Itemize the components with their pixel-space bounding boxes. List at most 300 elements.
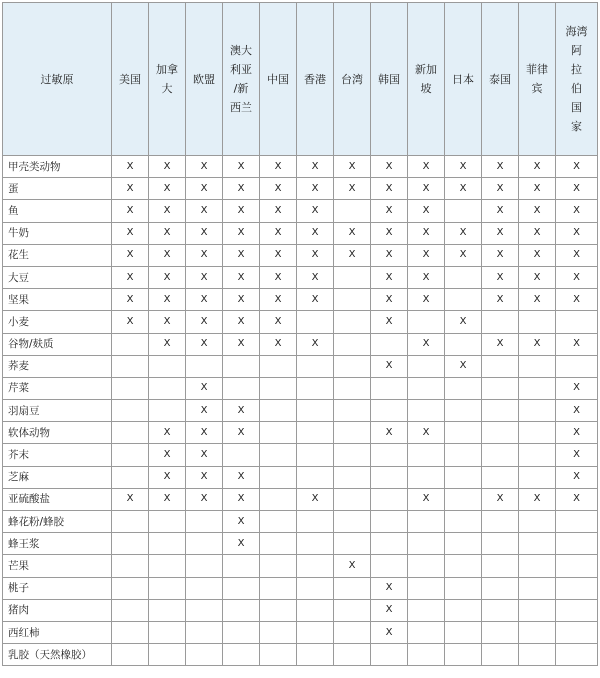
regulation-mark: X xyxy=(371,355,408,377)
table-row xyxy=(3,621,598,643)
regulation-mark xyxy=(260,533,297,555)
regulation-mark xyxy=(408,377,445,399)
allergen-name: 亚硫酸盐 xyxy=(3,488,112,510)
regulation-mark xyxy=(408,533,445,555)
regulation-mark: X xyxy=(297,488,334,510)
allergen-name: 芹菜 xyxy=(3,377,112,399)
regulation-mark xyxy=(186,599,223,621)
allergen-name: 蛋 xyxy=(3,178,112,200)
regulation-mark: X xyxy=(186,377,223,399)
table-row xyxy=(3,533,598,555)
allergen-name: 乳胶（天然橡胶） xyxy=(3,644,112,666)
allergen-name: 猪肉 xyxy=(3,599,112,621)
table-row xyxy=(3,178,598,200)
region-column-header xyxy=(297,3,334,156)
allergen-table-wrapper xyxy=(2,2,598,666)
regulation-mark xyxy=(334,266,371,288)
regulation-mark xyxy=(297,621,334,643)
regulation-mark: X xyxy=(112,289,149,311)
regulation-mark xyxy=(519,555,556,577)
regulation-mark: X xyxy=(223,533,260,555)
regulation-mark: X xyxy=(149,200,186,222)
regulation-mark xyxy=(371,377,408,399)
allergen-name: 芝麻 xyxy=(3,466,112,488)
regulation-mark: X xyxy=(260,266,297,288)
regulation-mark xyxy=(482,599,519,621)
regulation-mark: X xyxy=(223,422,260,444)
regulation-mark: X xyxy=(445,244,482,266)
regulation-mark: X xyxy=(223,311,260,333)
region-label: 美国 xyxy=(119,72,141,86)
regulation-mark: X xyxy=(408,488,445,510)
regulation-mark: X xyxy=(408,289,445,311)
regulation-mark xyxy=(445,511,482,533)
regulation-mark xyxy=(112,466,149,488)
table-row xyxy=(3,577,598,599)
regulation-mark xyxy=(112,644,149,666)
regulation-mark xyxy=(482,355,519,377)
regulation-mark xyxy=(223,621,260,643)
regulation-mark: X xyxy=(371,577,408,599)
regulation-mark xyxy=(260,511,297,533)
regulation-mark: X xyxy=(112,488,149,510)
regulation-mark xyxy=(297,355,334,377)
regulation-mark xyxy=(112,577,149,599)
regulation-mark xyxy=(519,444,556,466)
regulation-mark: X xyxy=(186,178,223,200)
regulation-mark: X xyxy=(149,178,186,200)
regulation-mark: X xyxy=(260,311,297,333)
regulation-mark xyxy=(297,444,334,466)
regulation-mark xyxy=(297,377,334,399)
table-row xyxy=(3,222,598,244)
regulation-mark: X xyxy=(223,200,260,222)
allergen-name: 羽扇豆 xyxy=(3,400,112,422)
regulation-mark xyxy=(408,311,445,333)
regulation-mark: X xyxy=(186,244,223,266)
table-row xyxy=(3,355,598,377)
table-row xyxy=(3,488,598,510)
regulation-mark xyxy=(445,644,482,666)
regulation-mark xyxy=(519,377,556,399)
regulation-mark xyxy=(112,377,149,399)
regulation-mark xyxy=(334,333,371,355)
regulation-mark: X xyxy=(112,156,149,178)
table-row xyxy=(3,156,598,178)
regulation-mark xyxy=(519,577,556,599)
regulation-mark xyxy=(445,577,482,599)
table-row xyxy=(3,266,598,288)
regulation-mark xyxy=(445,289,482,311)
regulation-mark: X xyxy=(297,244,334,266)
table-row xyxy=(3,555,598,577)
regulation-mark xyxy=(149,355,186,377)
regulation-mark: X xyxy=(297,333,334,355)
regulation-mark: X xyxy=(223,400,260,422)
regulation-mark xyxy=(482,621,519,643)
regulation-mark: X xyxy=(223,156,260,178)
regulation-mark: X xyxy=(482,156,519,178)
region-column-header xyxy=(556,3,598,156)
regulation-mark: X xyxy=(223,222,260,244)
regulation-mark xyxy=(556,355,598,377)
regulation-mark xyxy=(408,621,445,643)
table-row xyxy=(3,422,598,444)
regulation-mark xyxy=(519,400,556,422)
region-label: 加拿 大 xyxy=(156,63,178,95)
regulation-mark: X xyxy=(556,200,598,222)
regulation-mark xyxy=(445,621,482,643)
regulation-mark xyxy=(223,444,260,466)
regulation-mark: X xyxy=(186,444,223,466)
regulation-mark: X xyxy=(408,333,445,355)
regulation-mark: X xyxy=(112,311,149,333)
regulation-mark: X xyxy=(334,555,371,577)
regulation-mark: X xyxy=(223,289,260,311)
regulation-mark xyxy=(297,644,334,666)
regulation-mark: X xyxy=(408,266,445,288)
regulation-mark xyxy=(482,577,519,599)
regulation-mark: X xyxy=(556,333,598,355)
regulation-mark xyxy=(149,621,186,643)
regulation-mark xyxy=(297,533,334,555)
table-row xyxy=(3,244,598,266)
region-label: 中国 xyxy=(267,72,289,86)
allergen-header-label: 过敏原 xyxy=(40,72,74,86)
regulation-mark: X xyxy=(112,222,149,244)
regulation-mark: X xyxy=(371,289,408,311)
regulation-mark xyxy=(482,422,519,444)
regulation-mark xyxy=(371,511,408,533)
regulation-mark xyxy=(297,511,334,533)
regulation-mark xyxy=(112,355,149,377)
regulation-mark: X xyxy=(149,311,186,333)
regulation-mark xyxy=(334,599,371,621)
regulation-mark xyxy=(482,511,519,533)
regulation-mark: X xyxy=(223,466,260,488)
regulation-mark: X xyxy=(149,444,186,466)
regulation-mark xyxy=(519,355,556,377)
allergen-name: 谷物/麸质 xyxy=(3,333,112,355)
regulation-mark xyxy=(408,444,445,466)
regulation-mark xyxy=(519,533,556,555)
allergen-name: 蜂花粉/蜂胶 xyxy=(3,511,112,533)
regulation-mark xyxy=(260,621,297,643)
table-row xyxy=(3,311,598,333)
regulation-mark xyxy=(445,444,482,466)
regulation-mark xyxy=(186,577,223,599)
regulation-mark xyxy=(260,400,297,422)
regulation-mark: X xyxy=(112,266,149,288)
table-row xyxy=(3,377,598,399)
allergen-name: 鱼 xyxy=(3,200,112,222)
regulation-mark xyxy=(186,621,223,643)
regulation-mark xyxy=(556,533,598,555)
regulation-mark xyxy=(260,488,297,510)
regulation-mark: X xyxy=(556,222,598,244)
regulation-mark: X xyxy=(186,222,223,244)
regulation-mark xyxy=(371,444,408,466)
regulation-mark: X xyxy=(297,156,334,178)
regulation-mark xyxy=(260,577,297,599)
regulation-mark: X xyxy=(260,333,297,355)
regulation-mark xyxy=(519,644,556,666)
region-column-header xyxy=(371,3,408,156)
regulation-mark xyxy=(334,355,371,377)
regulation-mark xyxy=(223,355,260,377)
regulation-mark xyxy=(223,599,260,621)
regulation-mark: X xyxy=(519,200,556,222)
regulation-mark xyxy=(297,599,334,621)
regulation-mark xyxy=(445,200,482,222)
regulation-mark: X xyxy=(186,200,223,222)
regulation-mark xyxy=(260,466,297,488)
regulation-mark xyxy=(371,555,408,577)
regulation-mark xyxy=(371,400,408,422)
allergen-name: 桃子 xyxy=(3,577,112,599)
regulation-mark: X xyxy=(408,156,445,178)
regulation-mark: X xyxy=(371,266,408,288)
region-label: 海湾 阿 拉 伯 国 家 xyxy=(565,25,588,133)
regulation-mark: X xyxy=(556,377,598,399)
regulation-mark xyxy=(519,621,556,643)
regulation-mark: X xyxy=(334,178,371,200)
regulation-mark: X xyxy=(556,488,598,510)
regulation-mark xyxy=(149,400,186,422)
region-column-header xyxy=(334,3,371,156)
allergen-name: 荞麦 xyxy=(3,355,112,377)
regulation-mark: X xyxy=(408,422,445,444)
regulation-mark xyxy=(519,511,556,533)
allergen-column-header xyxy=(3,3,112,156)
regulation-mark: X xyxy=(186,488,223,510)
regulation-mark xyxy=(334,444,371,466)
allergen-name: 小麦 xyxy=(3,311,112,333)
regulation-mark: X xyxy=(371,311,408,333)
region-column-header xyxy=(149,3,186,156)
regulation-mark xyxy=(149,377,186,399)
regulation-mark xyxy=(408,466,445,488)
regulation-mark xyxy=(186,533,223,555)
regulation-mark xyxy=(482,466,519,488)
regulation-mark: X xyxy=(482,178,519,200)
regulation-mark xyxy=(519,466,556,488)
regulation-mark: X xyxy=(519,244,556,266)
regulation-mark xyxy=(556,555,598,577)
regulation-mark: X xyxy=(482,488,519,510)
regulation-mark: X xyxy=(260,222,297,244)
regulation-mark xyxy=(556,644,598,666)
regulation-mark: X xyxy=(445,311,482,333)
regulation-mark: X xyxy=(186,400,223,422)
regulation-mark xyxy=(112,400,149,422)
regulation-mark xyxy=(334,377,371,399)
regulation-mark: X xyxy=(371,200,408,222)
regulation-mark: X xyxy=(556,422,598,444)
regulation-mark: X xyxy=(482,222,519,244)
regulation-mark xyxy=(556,621,598,643)
regulation-mark xyxy=(112,444,149,466)
regulation-mark: X xyxy=(260,200,297,222)
regulation-mark: X xyxy=(556,444,598,466)
regulation-mark: X xyxy=(186,422,223,444)
regulation-mark: X xyxy=(408,244,445,266)
regulation-mark xyxy=(223,644,260,666)
regulation-mark: X xyxy=(408,222,445,244)
regulation-mark: X xyxy=(482,266,519,288)
regulation-mark: X xyxy=(260,244,297,266)
regulation-mark xyxy=(445,400,482,422)
allergen-name: 大豆 xyxy=(3,266,112,288)
region-label: 欧盟 xyxy=(193,72,215,86)
regulation-mark: X xyxy=(371,621,408,643)
regulation-mark: X xyxy=(334,156,371,178)
regulation-mark xyxy=(556,577,598,599)
regulation-mark xyxy=(445,422,482,444)
regulation-mark xyxy=(334,644,371,666)
regulation-mark: X xyxy=(223,178,260,200)
regulation-mark xyxy=(408,511,445,533)
region-column-header xyxy=(260,3,297,156)
regulation-mark: X xyxy=(149,244,186,266)
regulation-mark xyxy=(334,466,371,488)
regulation-mark: X xyxy=(519,156,556,178)
region-column-header xyxy=(112,3,149,156)
regulation-mark: X xyxy=(556,156,598,178)
table-row xyxy=(3,400,598,422)
allergen-name: 软体动物 xyxy=(3,422,112,444)
regulation-mark xyxy=(556,511,598,533)
regulation-mark xyxy=(223,377,260,399)
regulation-mark xyxy=(112,422,149,444)
regulation-mark: X xyxy=(519,488,556,510)
regulation-mark: X xyxy=(519,178,556,200)
regulation-mark xyxy=(445,466,482,488)
regulation-mark: X xyxy=(482,244,519,266)
regulation-mark xyxy=(112,511,149,533)
regulation-mark: X xyxy=(297,289,334,311)
regulation-mark xyxy=(297,466,334,488)
regulation-mark xyxy=(260,355,297,377)
regulation-mark xyxy=(371,466,408,488)
regulation-mark xyxy=(334,621,371,643)
allergen-name: 西红柿 xyxy=(3,621,112,643)
regulation-mark xyxy=(482,533,519,555)
regulation-mark xyxy=(112,333,149,355)
region-label: 菲律 宾 xyxy=(526,63,548,95)
regulation-mark: X xyxy=(112,244,149,266)
region-column-header xyxy=(445,3,482,156)
regulation-mark: X xyxy=(408,200,445,222)
regulation-mark xyxy=(334,577,371,599)
regulation-mark: X xyxy=(112,178,149,200)
regulation-mark: X xyxy=(519,266,556,288)
regulation-mark: X xyxy=(223,511,260,533)
region-label: 韩国 xyxy=(378,72,400,86)
regulation-mark xyxy=(482,311,519,333)
regulation-mark xyxy=(482,377,519,399)
region-label: 日本 xyxy=(452,72,474,86)
table-row xyxy=(3,444,598,466)
regulation-mark: X xyxy=(556,400,598,422)
regulation-mark: X xyxy=(371,178,408,200)
regulation-mark xyxy=(334,533,371,555)
regulation-mark xyxy=(334,422,371,444)
regulation-mark: X xyxy=(149,422,186,444)
regulation-mark: X xyxy=(519,333,556,355)
regulation-mark xyxy=(260,444,297,466)
regulation-mark xyxy=(297,400,334,422)
regulation-mark: X xyxy=(371,244,408,266)
regulation-mark xyxy=(445,555,482,577)
allergen-name: 芥末 xyxy=(3,444,112,466)
region-column-header xyxy=(519,3,556,156)
regulation-mark xyxy=(149,577,186,599)
regulation-mark xyxy=(519,422,556,444)
regulation-mark: X xyxy=(408,178,445,200)
regulation-mark xyxy=(408,577,445,599)
regulation-mark xyxy=(445,377,482,399)
region-label: 台湾 xyxy=(341,72,363,86)
regulation-mark xyxy=(445,333,482,355)
regulation-mark xyxy=(445,488,482,510)
regulation-mark xyxy=(519,311,556,333)
regulation-mark xyxy=(149,533,186,555)
regulation-mark: X xyxy=(260,289,297,311)
allergen-name: 牛奶 xyxy=(3,222,112,244)
regulation-mark: X xyxy=(149,289,186,311)
regulation-mark xyxy=(260,555,297,577)
regulation-mark: X xyxy=(334,244,371,266)
regulation-mark xyxy=(371,533,408,555)
regulation-mark xyxy=(223,555,260,577)
regulation-mark xyxy=(260,422,297,444)
regulation-mark: X xyxy=(186,333,223,355)
regulation-mark: X xyxy=(149,222,186,244)
regulation-mark xyxy=(408,599,445,621)
regulation-mark xyxy=(149,555,186,577)
regulation-mark xyxy=(519,599,556,621)
regulation-mark: X xyxy=(149,156,186,178)
regulation-mark: X xyxy=(297,178,334,200)
regulation-mark: X xyxy=(556,178,598,200)
region-label: 泰国 xyxy=(489,72,511,86)
regulation-mark: X xyxy=(149,266,186,288)
regulation-mark: X xyxy=(260,156,297,178)
regulation-mark xyxy=(482,555,519,577)
region-label: 香港 xyxy=(304,72,326,86)
regulation-mark xyxy=(408,400,445,422)
regulation-mark: X xyxy=(556,244,598,266)
regulation-mark xyxy=(482,444,519,466)
regulation-mark xyxy=(371,488,408,510)
regulation-mark: X xyxy=(556,266,598,288)
regulation-mark xyxy=(334,400,371,422)
header-row xyxy=(3,3,598,156)
regulation-mark xyxy=(223,577,260,599)
regulation-mark: X xyxy=(482,200,519,222)
regulation-mark: X xyxy=(297,266,334,288)
regulation-mark xyxy=(334,311,371,333)
allergen-name: 坚果 xyxy=(3,289,112,311)
regulation-mark xyxy=(482,644,519,666)
regulation-mark: X xyxy=(556,466,598,488)
regulation-mark xyxy=(186,511,223,533)
regulation-mark: X xyxy=(482,333,519,355)
regulation-mark xyxy=(408,644,445,666)
regulation-mark: X xyxy=(297,222,334,244)
regulation-mark xyxy=(445,266,482,288)
